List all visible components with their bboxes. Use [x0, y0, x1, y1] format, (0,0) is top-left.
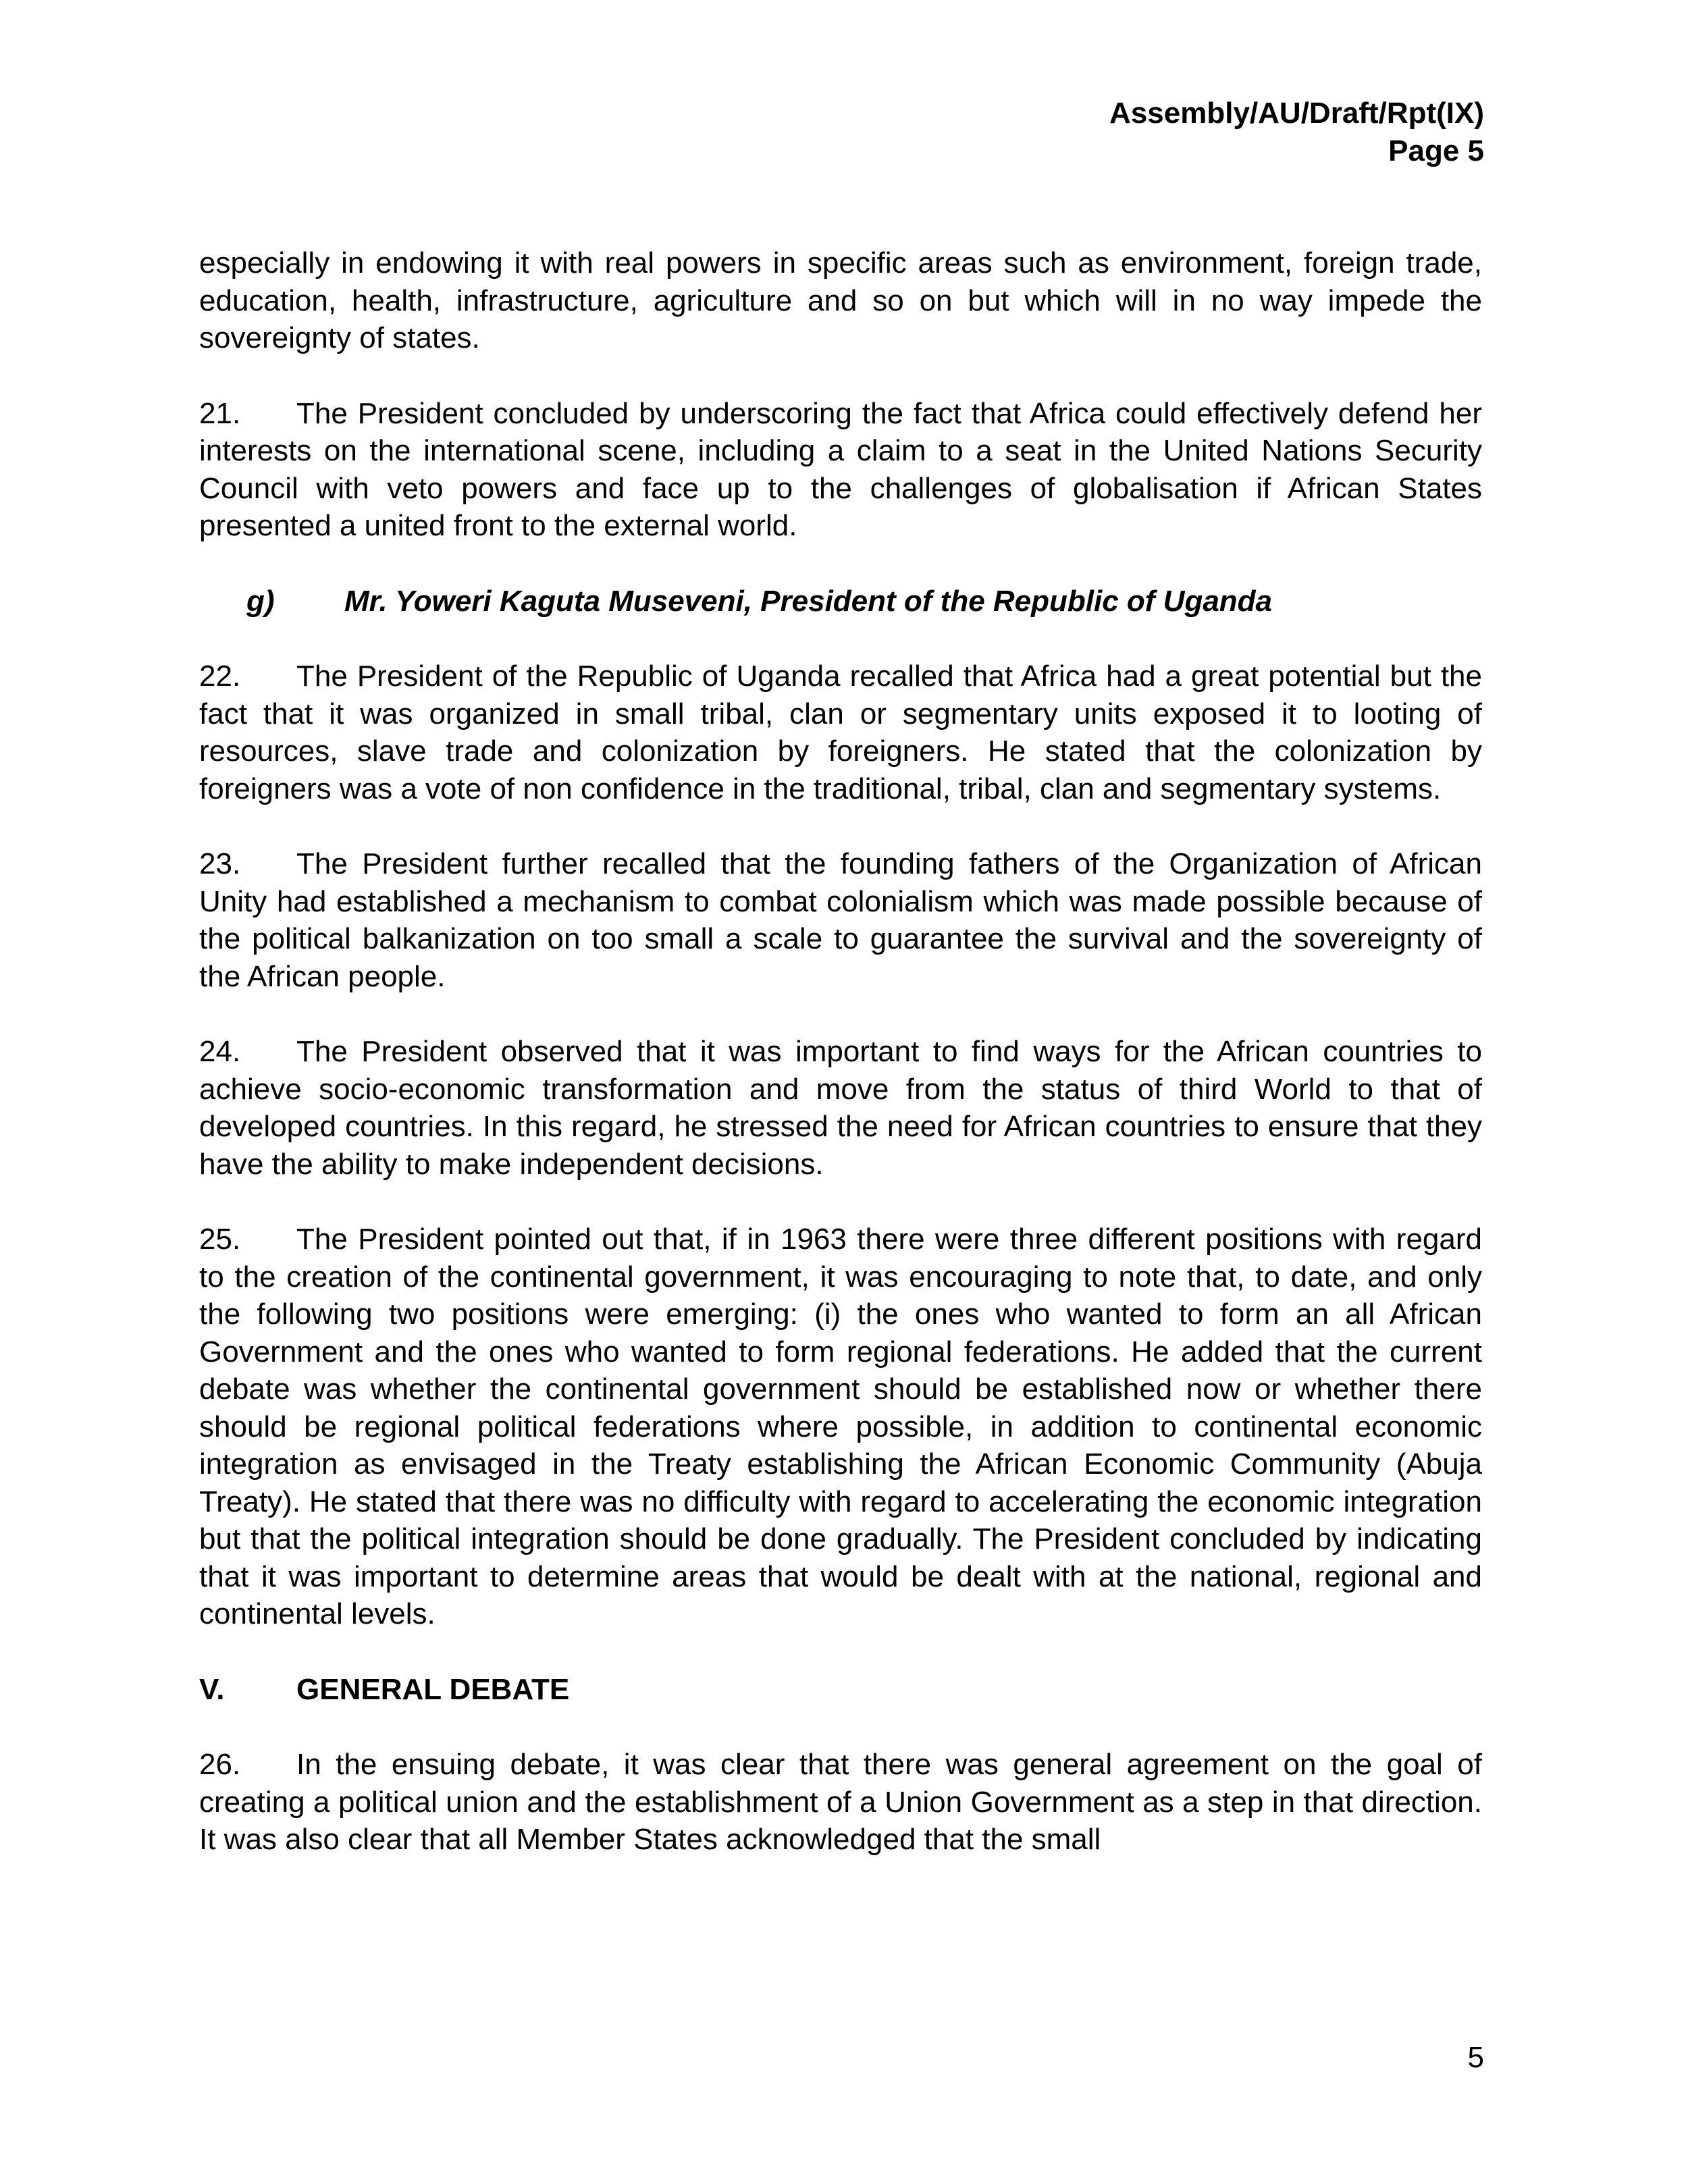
subheading-letter: g): [246, 584, 275, 618]
speaker-subheading: [199, 583, 1482, 620]
paragraph-number: 25.: [199, 1223, 241, 1256]
page-label: Page 5: [1388, 134, 1484, 167]
section-heading: [199, 1671, 1482, 1709]
paragraph-text: The President further recalled that the founding fathers of the Organization of African Unity had established a mechanism to combat colonialism which was made possible because of the political balkanization on too small a scale to guarantee the survival and the sovereignty of the African people.: [199, 847, 1482, 993]
section-title: GENERAL DEBATE: [296, 1672, 570, 1706]
page-header: [1109, 95, 1484, 170]
paragraph-24: [199, 1033, 1482, 1183]
continuation-paragraph: especially in endowing it with real powers in specific areas such as environment, foreign trade, education, health, infrastructure, agriculture and so on but which will in no way impede the sovereignty of states.: [199, 246, 1482, 354]
paragraph-text: The President observed that it was important to find ways for the African countries to achieve socio-economic transformation and move from the status of third World to that of developed countries. In this regard, he stressed the need for African countries to ensure that they have the ability to make independent decisions.: [199, 1035, 1482, 1181]
paragraph-26: [199, 1746, 1482, 1859]
paragraph-text: In the ensuing debate, it was clear that there was general agreement on the goal of creating a political union and the establishment of a Union Government as a step in that direction. It was also clear that all Member States acknowledged that the small: [199, 1748, 1482, 1856]
paragraph-number: 24.: [199, 1035, 241, 1068]
paragraph-22: [199, 658, 1482, 807]
paragraph-number: 21.: [199, 396, 241, 430]
paragraph-text: The President concluded by underscoring the fact that Africa could effectively defend her interests on the international scene, including a claim to a seat in the United Nations Security Council with veto powers and face up to the challenges of globalisation if African States presented a united front to the external world.: [199, 396, 1482, 542]
paragraph-number: 23.: [199, 847, 241, 880]
footer-page-number: 5: [1467, 2041, 1484, 2074]
paragraph-text: The President of the Republic of Uganda recalled that Africa had a great potential but the fact that it was organized in small tribal, clan or segmentary units exposed it to looting of resources, slave trade and colonization by foreigners. He stated that the colonization by foreigners was a vote of non confidence in the traditional, tribal, clan and segmentary systems.: [199, 660, 1482, 805]
subheading-title: Mr. Yoweri Kaguta Museveni, President of the Republic of Uganda: [344, 584, 1273, 618]
paragraph-21: [199, 395, 1482, 545]
section-number: V.: [199, 1672, 225, 1706]
paragraph-25: [199, 1221, 1482, 1633]
document-body: [199, 244, 1482, 1896]
document-reference: Assembly/AU/Draft/Rpt(IX): [1109, 97, 1484, 130]
paragraph-number: 26.: [199, 1748, 241, 1781]
paragraph-text: The President pointed out that, if in 1963 there were three different positions with regard to the creation of the continental government, it was encouraging to note that, to date, and only the following two positions were emerging: (i) the ones who wanted to form an all African Government and the ones who wanted to form regional federations. He added that the current debate was whether the continental government should be established now or whether there should be regional political federations where possible, in addition to continental economic integration as envisaged in the Treaty establishing the African Economic Community (Abuja Treaty). He stated that there was no difficulty with regard to accelerating the economic integration but that the political integration should be done gradually. The President concluded by indicating that it was important to determine areas that would be dealt with at the national, regional and continental levels.: [199, 1223, 1482, 1630]
paragraph-number: 22.: [199, 660, 241, 693]
paragraph-23: [199, 845, 1482, 995]
